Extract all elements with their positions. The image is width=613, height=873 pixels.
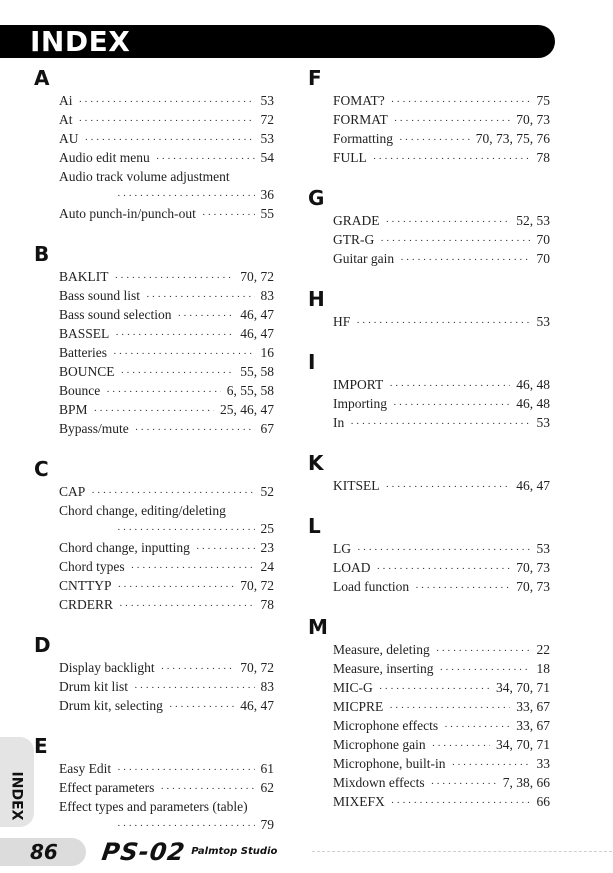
dot-leader bbox=[415, 579, 510, 597]
entry-term: IMPORT bbox=[333, 377, 384, 392]
entry-list bbox=[308, 376, 550, 433]
entry-term: Drum kit, selecting bbox=[59, 698, 163, 713]
index-entry bbox=[333, 698, 550, 717]
entry-pages: 53 bbox=[536, 415, 550, 430]
entry-pages: 18 bbox=[536, 661, 550, 676]
dot-leader bbox=[380, 232, 530, 250]
dot-leader bbox=[117, 521, 255, 539]
index-entry bbox=[59, 306, 274, 325]
section-letter: D bbox=[34, 633, 51, 657]
dot-leader bbox=[178, 307, 235, 325]
entry-pages: 25, 46, 47 bbox=[220, 402, 274, 417]
entry-term: LG bbox=[333, 541, 351, 556]
index-entry bbox=[59, 779, 274, 798]
entry-term: In bbox=[333, 415, 345, 430]
index-section bbox=[34, 631, 274, 716]
entry-term: Formatting bbox=[333, 131, 393, 146]
dot-leader bbox=[350, 415, 530, 433]
entry-term: CRDERR bbox=[59, 597, 114, 612]
index-entry bbox=[333, 660, 550, 679]
index-entry bbox=[59, 760, 274, 779]
dot-leader bbox=[118, 578, 235, 596]
index-section bbox=[308, 449, 550, 496]
entry-term: Measure, deleting bbox=[333, 642, 430, 657]
index-entry bbox=[59, 420, 274, 439]
entry-pages: 52, 53 bbox=[516, 213, 550, 228]
dot-leader bbox=[373, 150, 531, 168]
entry-term: Ai bbox=[59, 93, 73, 108]
index-entry bbox=[59, 268, 274, 287]
entry-term: Bass sound selection bbox=[59, 307, 172, 322]
section-letter: A bbox=[34, 66, 50, 90]
section-letter: K bbox=[308, 451, 324, 475]
entry-pages: 25 bbox=[260, 521, 274, 536]
entry-pages: 33, 67 bbox=[516, 699, 550, 714]
entry-term: FOMAT? bbox=[333, 93, 385, 108]
entry-pages: 66 bbox=[536, 794, 550, 809]
index-entry bbox=[333, 578, 550, 597]
dot-leader bbox=[79, 112, 255, 130]
index-entry bbox=[59, 401, 274, 420]
index-title-bar bbox=[0, 25, 555, 58]
dot-leader bbox=[161, 660, 235, 678]
index-entry bbox=[59, 205, 274, 224]
dot-leader bbox=[169, 698, 234, 716]
entry-list bbox=[308, 477, 550, 496]
index-entry bbox=[59, 149, 274, 168]
entry-term: Audio track volume adjustment bbox=[59, 169, 230, 184]
entry-pages: 75 bbox=[536, 93, 550, 108]
index-entry bbox=[59, 798, 274, 835]
dot-leader bbox=[85, 131, 255, 149]
entry-list bbox=[34, 268, 274, 439]
dot-leader bbox=[160, 780, 254, 798]
dot-leader bbox=[451, 756, 530, 774]
brand-logo bbox=[102, 838, 277, 866]
dot-leader bbox=[389, 699, 510, 717]
entry-pages: 46, 48 bbox=[516, 396, 550, 411]
entry-term: Microphone, built-in bbox=[333, 756, 446, 771]
index-entry bbox=[333, 559, 550, 578]
section-letter: L bbox=[308, 514, 321, 538]
entry-term: FULL bbox=[333, 150, 367, 165]
dot-leader bbox=[432, 737, 490, 755]
entry-pages: 16 bbox=[260, 345, 274, 360]
page-title: INDEX bbox=[30, 25, 131, 58]
dot-leader bbox=[389, 377, 510, 395]
index-entry bbox=[59, 168, 274, 205]
index-entry bbox=[59, 325, 274, 344]
section-letter: B bbox=[34, 242, 50, 266]
entry-pages: 78 bbox=[536, 150, 550, 165]
entry-pages: 83 bbox=[260, 679, 274, 694]
index-section bbox=[308, 512, 550, 597]
dot-leader bbox=[400, 251, 530, 269]
entry-pages: 70, 73 bbox=[516, 579, 550, 594]
entry-pages: 79 bbox=[260, 817, 274, 832]
entry-list bbox=[34, 92, 274, 224]
index-section bbox=[308, 613, 550, 812]
dot-leader bbox=[399, 131, 470, 149]
index-entry bbox=[333, 111, 550, 130]
entry-pages: 46, 47 bbox=[240, 307, 274, 322]
index-section bbox=[308, 64, 550, 168]
entry-term: Drum kit list bbox=[59, 679, 129, 694]
index-section bbox=[34, 240, 274, 439]
entry-list bbox=[34, 760, 274, 835]
index-entry bbox=[333, 774, 550, 793]
dot-leader bbox=[391, 93, 531, 111]
index-entry bbox=[59, 382, 274, 401]
entry-term: Bass sound list bbox=[59, 288, 141, 303]
entry-pages: 67 bbox=[260, 421, 274, 436]
index-entry bbox=[333, 130, 550, 149]
entry-pages: 70 bbox=[536, 251, 550, 266]
entry-list bbox=[34, 483, 274, 615]
dot-leader bbox=[106, 383, 221, 401]
dot-leader bbox=[196, 540, 255, 558]
entry-pages: 61 bbox=[260, 761, 274, 776]
dot-leader bbox=[135, 421, 255, 439]
entry-pages: 46, 47 bbox=[240, 326, 274, 341]
dot-leader bbox=[357, 541, 531, 559]
dot-leader bbox=[377, 560, 511, 578]
entry-term: GTR-G bbox=[333, 232, 375, 247]
index-entry bbox=[333, 313, 550, 332]
dot-leader bbox=[202, 206, 255, 224]
entry-term: Display backlight bbox=[59, 660, 155, 675]
index-section bbox=[308, 285, 550, 332]
entry-term: GRADE bbox=[333, 213, 380, 228]
index-entry bbox=[333, 477, 550, 496]
entry-pages: 46, 47 bbox=[516, 478, 550, 493]
entry-term: MIXEFX bbox=[333, 794, 385, 809]
entry-term: BOUNCE bbox=[59, 364, 115, 379]
index-entry bbox=[59, 111, 274, 130]
index-entry bbox=[59, 130, 274, 149]
entry-term: LOAD bbox=[333, 560, 371, 575]
dot-leader bbox=[94, 402, 214, 420]
index-entry bbox=[333, 212, 550, 231]
entry-pages: 70, 72 bbox=[240, 269, 274, 284]
index-entry bbox=[59, 596, 274, 615]
entry-list bbox=[308, 313, 550, 332]
side-tab-text: INDEX bbox=[8, 771, 24, 821]
index-entry bbox=[59, 697, 274, 716]
dot-leader bbox=[119, 597, 254, 615]
entry-pages: 7, 38, 66 bbox=[502, 775, 550, 790]
entry-term: BASSEL bbox=[59, 326, 110, 341]
entry-term: HF bbox=[333, 314, 351, 329]
entry-pages: 54 bbox=[260, 150, 274, 165]
entry-term: Bounce bbox=[59, 383, 101, 398]
entry-term: KITSEL bbox=[333, 478, 380, 493]
index-section bbox=[34, 732, 274, 835]
entry-term: Importing bbox=[333, 396, 387, 411]
side-tab-label bbox=[3, 768, 29, 824]
entry-pages: 34, 70, 71 bbox=[496, 680, 550, 695]
entry-pages: 53 bbox=[536, 314, 550, 329]
entry-term: Measure, inserting bbox=[333, 661, 434, 676]
section-letter: I bbox=[308, 350, 316, 374]
entry-pages: 70, 72 bbox=[240, 578, 274, 593]
section-letter: C bbox=[34, 457, 49, 481]
entry-term: Microphone effects bbox=[333, 718, 439, 733]
dot-leader bbox=[115, 269, 235, 287]
entry-term: CNTTYP bbox=[59, 578, 112, 593]
index-entry bbox=[59, 678, 274, 697]
dot-leader bbox=[117, 817, 255, 835]
entry-term: AU bbox=[59, 131, 79, 146]
dot-leader bbox=[394, 112, 510, 130]
index-entry bbox=[333, 736, 550, 755]
entry-pages: 78 bbox=[260, 597, 274, 612]
entry-pages: 55, 58 bbox=[240, 364, 274, 379]
index-entry bbox=[59, 92, 274, 111]
entry-term: Chord change, inputting bbox=[59, 540, 190, 555]
entry-term: At bbox=[59, 112, 73, 127]
entry-pages: 70, 73, 75, 76 bbox=[475, 131, 550, 146]
index-entry bbox=[333, 793, 550, 812]
brand-model: PS-02 bbox=[100, 838, 188, 866]
entry-term: Guitar gain bbox=[333, 251, 395, 266]
dot-leader bbox=[444, 718, 510, 736]
entry-pages: 23 bbox=[260, 540, 274, 555]
dot-leader bbox=[393, 396, 510, 414]
index-section bbox=[34, 64, 274, 224]
dot-leader bbox=[431, 775, 497, 793]
section-letter: M bbox=[308, 615, 328, 639]
dot-leader bbox=[121, 364, 235, 382]
dot-leader bbox=[386, 478, 511, 496]
entry-term: Easy Edit bbox=[59, 761, 112, 776]
entry-pages: 24 bbox=[260, 559, 274, 574]
entry-term: Batteries bbox=[59, 345, 107, 360]
entry-pages: 33 bbox=[536, 756, 550, 771]
index-entry bbox=[59, 483, 274, 502]
entry-term: Microphone gain bbox=[333, 737, 426, 752]
index-entry bbox=[333, 679, 550, 698]
brand-product: Palmtop Studio bbox=[191, 846, 278, 857]
entry-list bbox=[308, 540, 550, 597]
entry-term: MICPRE bbox=[333, 699, 384, 714]
page-number: 86 bbox=[30, 840, 58, 864]
dot-leader bbox=[356, 314, 530, 332]
dot-leader bbox=[156, 150, 255, 168]
index-entry bbox=[59, 539, 274, 558]
entry-pages: 55 bbox=[260, 206, 274, 221]
entry-pages: 46, 47 bbox=[240, 698, 274, 713]
index-entry bbox=[59, 577, 274, 596]
index-section bbox=[308, 184, 550, 269]
entry-pages: 70, 72 bbox=[240, 660, 274, 675]
section-letter: H bbox=[308, 287, 325, 311]
index-entry bbox=[59, 502, 274, 539]
dot-leader bbox=[117, 761, 254, 779]
entry-list bbox=[308, 92, 550, 168]
entry-pages: 70 bbox=[536, 232, 550, 247]
dot-leader bbox=[115, 326, 234, 344]
dot-leader bbox=[386, 213, 511, 231]
entry-pages: 34, 70, 71 bbox=[496, 737, 550, 752]
entry-pages: 33, 67 bbox=[516, 718, 550, 733]
entry-pages: 53 bbox=[260, 131, 274, 146]
entry-pages: 70, 73 bbox=[516, 560, 550, 575]
dot-leader bbox=[117, 187, 255, 205]
index-column-left bbox=[34, 64, 274, 851]
entry-pages: 53 bbox=[260, 93, 274, 108]
entry-term: BAKLIT bbox=[59, 269, 109, 284]
index-entry bbox=[59, 659, 274, 678]
dot-leader bbox=[91, 484, 254, 502]
index-entry bbox=[333, 540, 550, 559]
dot-leader bbox=[146, 288, 254, 306]
dot-leader bbox=[379, 680, 490, 698]
section-letter: G bbox=[308, 186, 325, 210]
entry-pages: 70, 73 bbox=[516, 112, 550, 127]
index-entry bbox=[333, 92, 550, 111]
entry-term: Bypass/mute bbox=[59, 421, 129, 436]
entry-term: Audio edit menu bbox=[59, 150, 150, 165]
entry-pages: 53 bbox=[536, 541, 550, 556]
entry-list bbox=[308, 212, 550, 269]
entry-term: BPM bbox=[59, 402, 88, 417]
entry-term: Chord change, editing/deleting bbox=[59, 503, 226, 518]
entry-pages: 6, 55, 58 bbox=[226, 383, 274, 398]
dot-leader bbox=[436, 642, 531, 660]
index-entry bbox=[333, 250, 550, 269]
index-entry bbox=[333, 717, 550, 736]
entry-term: Chord types bbox=[59, 559, 125, 574]
index-column-right bbox=[308, 64, 550, 828]
entry-pages: 36 bbox=[260, 187, 274, 202]
entry-pages: 62 bbox=[260, 780, 274, 795]
entry-term: Effect types and parameters (table) bbox=[59, 799, 248, 814]
index-entry bbox=[333, 376, 550, 395]
entry-term: CAP bbox=[59, 484, 86, 499]
footer-divider bbox=[312, 851, 612, 852]
entry-list bbox=[308, 641, 550, 812]
section-letter: F bbox=[308, 66, 322, 90]
dot-leader bbox=[391, 794, 531, 812]
index-entry bbox=[333, 641, 550, 660]
entry-pages: 22 bbox=[536, 642, 550, 657]
dot-leader bbox=[134, 679, 254, 697]
index-entry bbox=[59, 363, 274, 382]
entry-term: Auto punch-in/punch-out bbox=[59, 206, 196, 221]
dot-leader bbox=[79, 93, 255, 111]
index-entry bbox=[59, 344, 274, 363]
index-entry bbox=[333, 414, 550, 433]
entry-pages: 83 bbox=[260, 288, 274, 303]
dot-leader bbox=[439, 661, 530, 679]
index-entry bbox=[59, 558, 274, 577]
entry-pages: 52 bbox=[260, 484, 274, 499]
dot-leader bbox=[131, 559, 255, 577]
index-entry bbox=[333, 755, 550, 774]
index-entry bbox=[333, 395, 550, 414]
entry-term: FORMAT bbox=[333, 112, 388, 127]
index-section bbox=[308, 348, 550, 433]
entry-term: MIC-G bbox=[333, 680, 373, 695]
index-entry bbox=[333, 149, 550, 168]
entry-pages: 72 bbox=[260, 112, 274, 127]
dot-leader bbox=[113, 345, 255, 363]
index-entry bbox=[333, 231, 550, 250]
entry-pages: 46, 48 bbox=[516, 377, 550, 392]
entry-list bbox=[34, 659, 274, 716]
section-letter: E bbox=[34, 734, 48, 758]
entry-term: Effect parameters bbox=[59, 780, 155, 795]
entry-term: Load function bbox=[333, 579, 410, 594]
entry-term: Mixdown effects bbox=[333, 775, 425, 790]
index-section bbox=[34, 455, 274, 615]
index-entry bbox=[59, 287, 274, 306]
